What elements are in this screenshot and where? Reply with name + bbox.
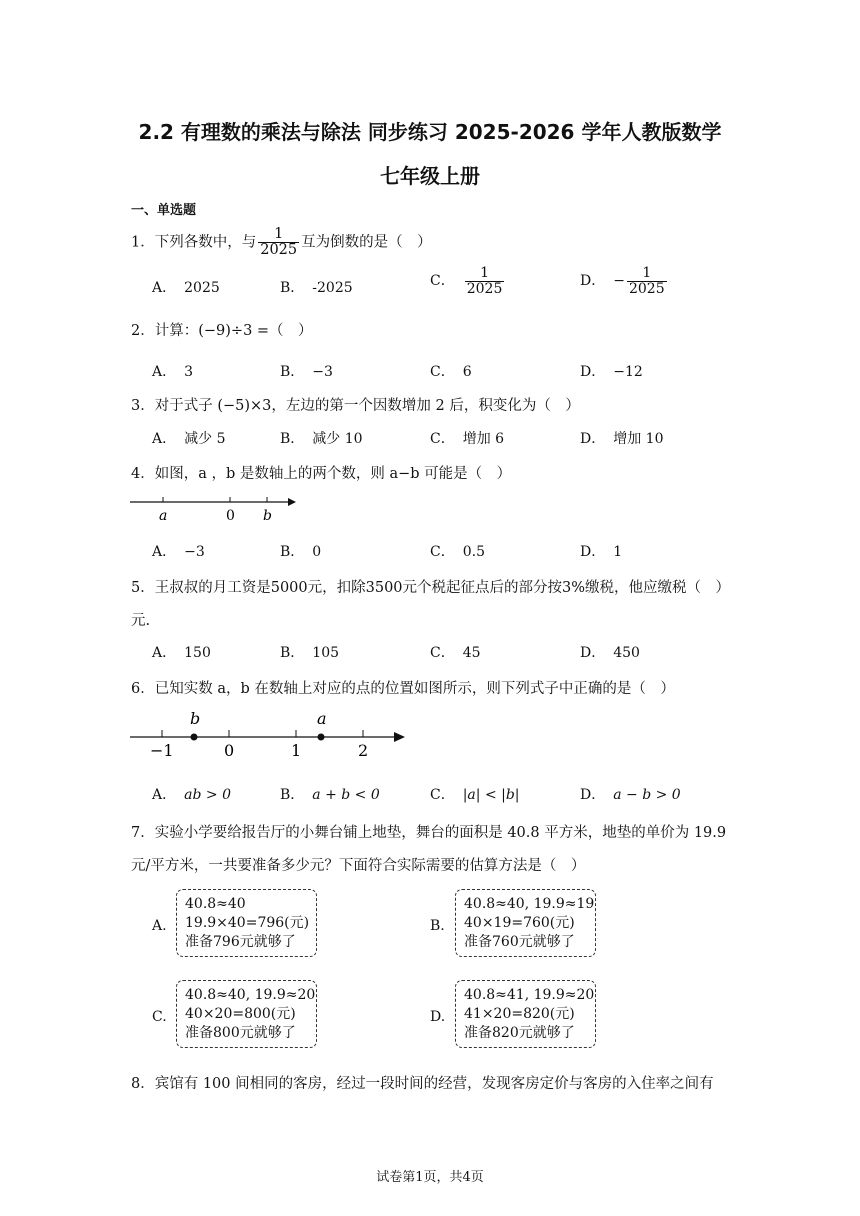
q1-option-b[interactable]	[280, 277, 353, 297]
option-text: 增加 6	[462, 431, 505, 447]
option-text: 2025	[184, 280, 220, 296]
q6-option-c[interactable]	[430, 784, 520, 804]
q3-option-c[interactable]	[430, 428, 504, 448]
option-text: 0.5	[462, 544, 485, 560]
axis-arrow	[394, 732, 405, 742]
q6-option-d[interactable]	[580, 784, 681, 804]
option-text: 减少 5	[184, 431, 226, 447]
option-text: ab > 0	[184, 787, 231, 803]
box-line: 40×20=800(元)	[185, 1006, 296, 1022]
tick-label-1: 1	[291, 741, 302, 758]
q2-option-a[interactable]	[152, 361, 193, 381]
option-label: D．	[580, 364, 606, 380]
question-4: 4．如图，a ，b 是数轴上的两个数，则 a−b 可能是（ ）	[131, 466, 512, 482]
label-zero: 0	[226, 508, 235, 524]
q5-option-c[interactable]	[430, 642, 481, 662]
q7-option-d-label[interactable]: D.	[430, 1009, 446, 1025]
option-label: C．	[430, 544, 455, 560]
box-line: 41×20=820(元)	[464, 1006, 575, 1022]
option-text: 450	[613, 645, 640, 661]
q1-option-c[interactable]	[430, 266, 506, 296]
label-b: b	[190, 709, 201, 728]
section-heading: 一、单选题	[131, 203, 197, 218]
q4-number-line	[128, 490, 303, 526]
option-label: B．	[280, 544, 305, 560]
frac-num: 1	[642, 265, 652, 281]
option-text: a + b < 0	[312, 787, 380, 803]
question-6: 6．已知实数 a，b 在数轴上对应的点的位置如图所示，则下列式子中正确的是（ ）	[131, 681, 675, 697]
question-2: 2．计算：(−9)÷3 =（ ）	[131, 323, 313, 339]
option-text: 105	[312, 645, 340, 661]
q1-d-fraction	[627, 266, 667, 296]
option-text: 150	[184, 645, 211, 661]
option-label: A．	[152, 364, 177, 380]
box-line: 40.8≈40, 19.9≈19	[464, 896, 595, 912]
label-a: a	[159, 508, 168, 524]
tick-label-minus-1: −1	[150, 741, 174, 758]
q4-option-a[interactable]	[152, 541, 205, 561]
option-label: C．	[430, 273, 455, 290]
question-5-line2: 元.	[131, 613, 151, 629]
option-label: C．	[430, 431, 455, 447]
q3-option-d[interactable]	[580, 428, 664, 448]
box-line: 40.8≈40	[185, 896, 246, 912]
option-text: −12	[613, 364, 643, 380]
q7-option-d-box[interactable]	[455, 980, 596, 1048]
option-text: 45	[462, 645, 481, 661]
q7-option-a-label[interactable]: A.	[152, 918, 167, 934]
q6-option-a[interactable]	[152, 784, 231, 804]
minus-sign: −	[613, 273, 625, 290]
q1-frac-den: 2025	[260, 242, 298, 259]
tick-label-2: 2	[358, 741, 369, 758]
label-a: a	[317, 709, 327, 728]
option-label: B．	[280, 364, 305, 380]
option-label: D．	[580, 431, 606, 447]
option-text: a − b > 0	[613, 787, 681, 803]
q5-option-b[interactable]	[280, 642, 339, 662]
option-label: A．	[152, 544, 177, 560]
option-text: 6	[462, 364, 472, 380]
box-line: 40.8≈41, 19.9≈20	[464, 987, 595, 1003]
option-label: A．	[152, 280, 177, 296]
q2-option-d[interactable]	[580, 361, 643, 381]
option-label: B．	[280, 645, 305, 661]
question-3: 3．对于式子 (−5)×3，左边的第一个因数增加 2 后，积变化为（ ）	[131, 398, 580, 414]
q1-fraction	[258, 227, 299, 258]
option-text: −3	[312, 364, 333, 380]
q7-option-b-box[interactable]	[455, 889, 596, 957]
option-label: C．	[430, 364, 455, 380]
q2-option-c[interactable]	[430, 361, 472, 381]
q4-option-b[interactable]	[280, 541, 321, 561]
q5-option-d[interactable]	[580, 642, 640, 662]
question-8: 8．宾馆有 100 间相同的客房，经过一段时间的经营，发现客房定价与客房的入住率之间有	[131, 1076, 714, 1092]
option-text: 0	[312, 544, 322, 560]
q1-option-d[interactable]	[580, 266, 669, 296]
box-line: 准备760元就够了	[464, 934, 575, 950]
frac-den: 2025	[628, 280, 665, 297]
option-label: D．	[580, 645, 606, 661]
q4-option-c[interactable]	[430, 541, 485, 561]
box-line: 准备820元就够了	[464, 1025, 575, 1041]
q4-option-d[interactable]	[580, 541, 622, 561]
option-label: A．	[152, 431, 177, 447]
page-footer: 试卷第1页，共4页	[376, 1170, 484, 1185]
page-title-line2: 七年级上册	[380, 164, 480, 188]
option-label: D．	[580, 787, 606, 803]
question-5-line1: 5．王叔叔的月工资是5000元，扣除3500元个税起征点后的部分按3%缴税，他应缴税（ ）	[131, 580, 731, 596]
q2-option-b[interactable]	[280, 361, 333, 381]
q6-option-b[interactable]	[280, 784, 380, 804]
option-label: D．	[580, 544, 606, 560]
option-label: C．	[430, 787, 455, 803]
q6-number-line	[128, 706, 413, 758]
q5-option-a[interactable]	[152, 642, 211, 662]
option-text: −3	[184, 544, 205, 560]
box-line: 40×19=760(元)	[464, 915, 575, 931]
axis-arrow	[288, 498, 296, 506]
option-label: B．	[280, 431, 305, 447]
option-text: |a| < |b|	[462, 787, 520, 803]
option-label: A．	[152, 787, 177, 803]
option-text: 增加 10	[613, 431, 664, 447]
option-label: C．	[430, 645, 455, 661]
q3-option-a[interactable]	[152, 428, 225, 448]
q3-option-b[interactable]	[280, 428, 363, 448]
question-7-line2: 元/平方米，一共要准备多少元？下面符合实际需要的估算方法是（ ）	[131, 858, 586, 874]
option-text: 减少 10	[312, 431, 363, 447]
q7-option-b-label[interactable]: B.	[430, 918, 445, 934]
tick-label-0: 0	[224, 741, 235, 758]
question-7-line1: 7．实验小学要给报告厅的小舞台铺上地垫，舞台的面积是 40.8 平方米，地垫的单价为 19.9	[131, 825, 727, 841]
q1-frac-num: 1	[274, 226, 284, 242]
box-line: 40.8≈40, 19.9≈20	[185, 987, 316, 1003]
page-title: 2.2 有理数的乘法与除法 同步练习 2025-2026 学年人教版数学	[138, 120, 722, 144]
option-text: 3	[184, 364, 194, 380]
q1-prefix: 1．下列各数中，与	[131, 234, 257, 251]
frac-num: 1	[480, 265, 489, 281]
point-b	[191, 734, 198, 741]
q7-option-a-box[interactable]	[176, 889, 317, 957]
frac-den: 2025	[466, 280, 503, 297]
q1-option-a[interactable]	[152, 277, 220, 297]
option-label: A．	[152, 645, 177, 661]
q7-option-c-box[interactable]	[176, 980, 317, 1048]
option-label: B．	[280, 787, 305, 803]
option-text: 1	[613, 544, 623, 560]
q1-suffix: 互为倒数的是（ ）	[301, 234, 432, 251]
box-line: 19.9×40=796(元)	[185, 915, 310, 931]
q1-c-fraction	[465, 266, 505, 296]
q7-option-c-label[interactable]: C.	[152, 1009, 167, 1025]
option-text: -2025	[312, 280, 353, 296]
point-a	[318, 734, 325, 741]
option-label: B．	[280, 280, 305, 296]
question-1	[131, 227, 432, 258]
option-label: D．	[580, 273, 606, 290]
label-b: b	[263, 508, 272, 524]
box-line: 准备796元就够了	[185, 934, 296, 950]
box-line: 准备800元就够了	[185, 1025, 296, 1041]
